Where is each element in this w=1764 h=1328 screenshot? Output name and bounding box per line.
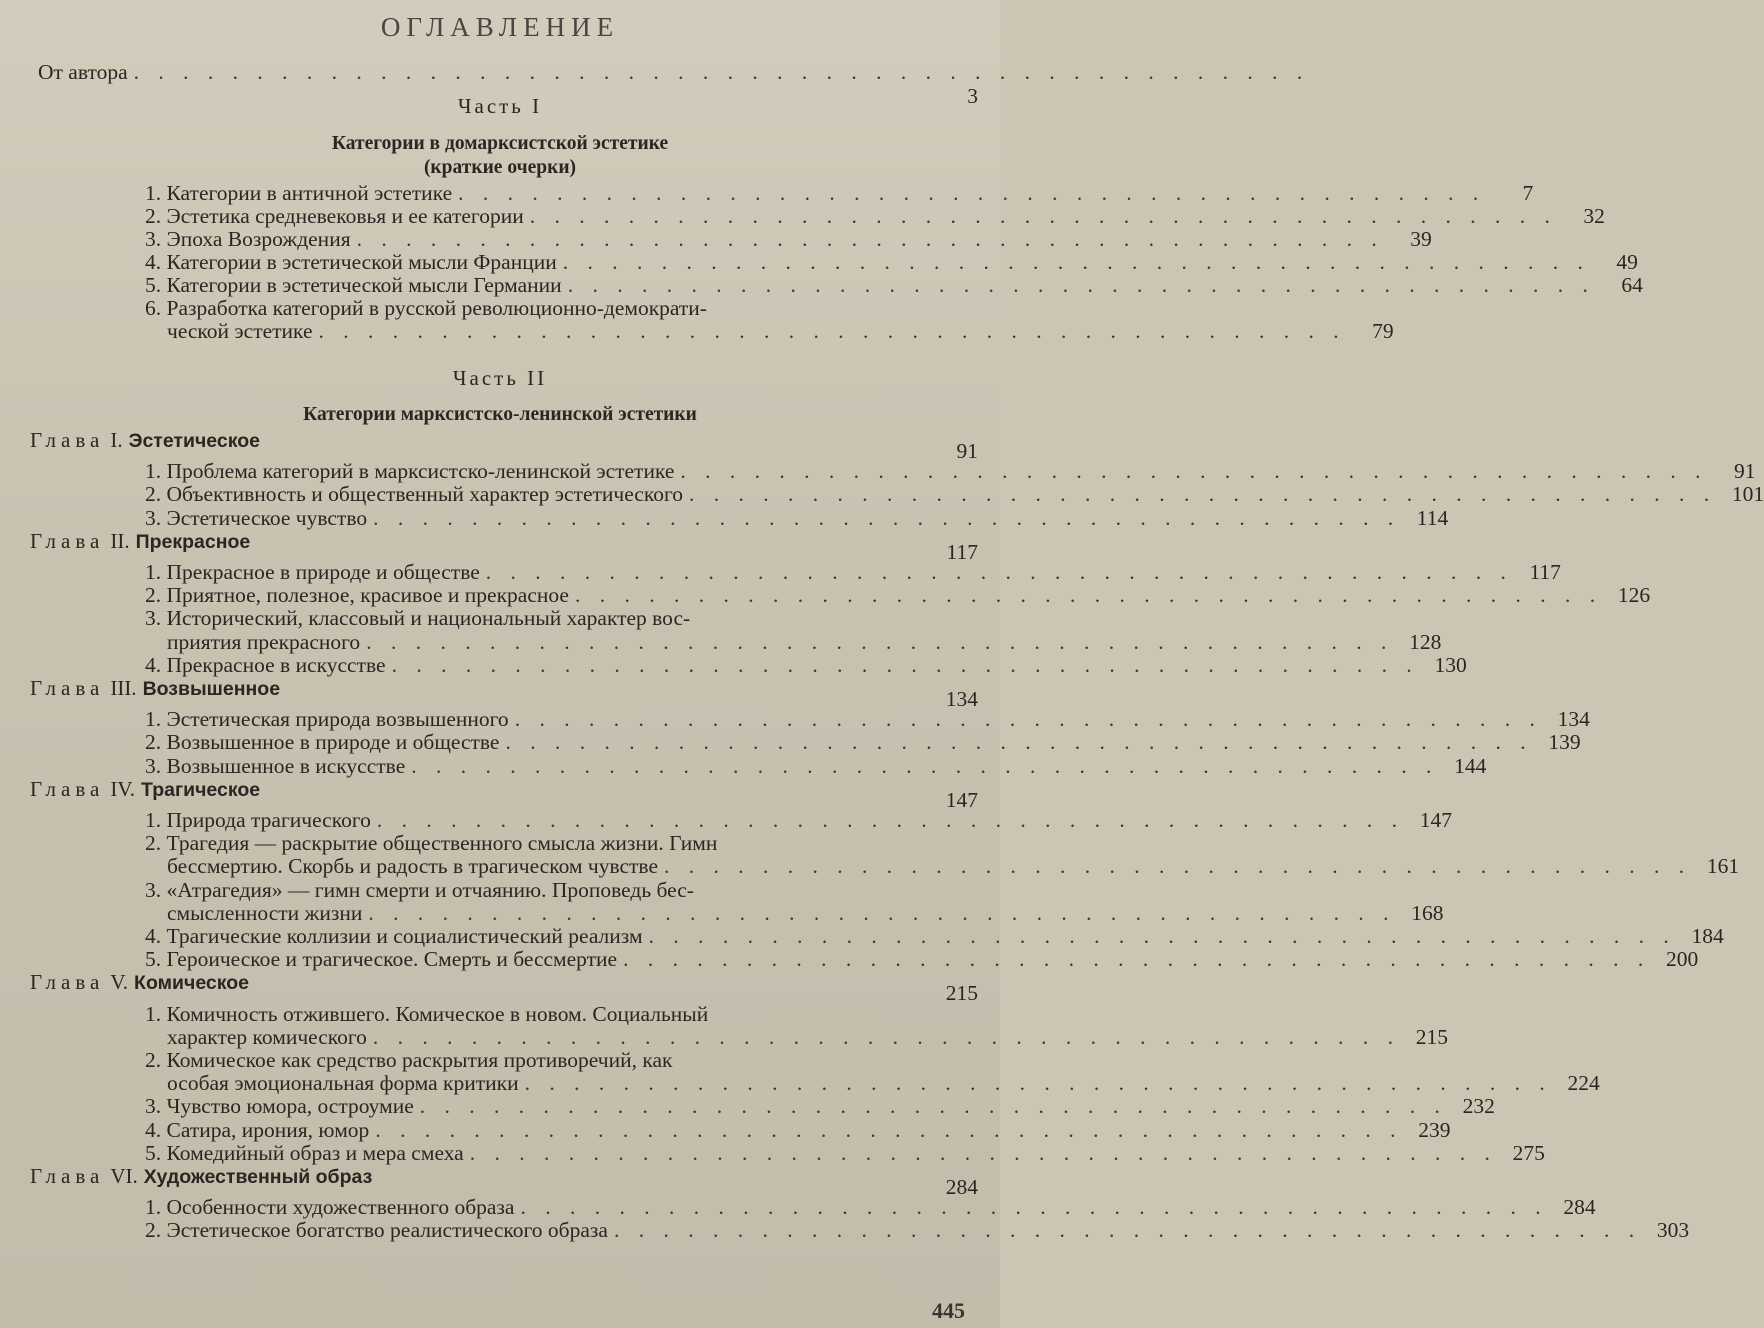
toc-entry-page: 128 xyxy=(1409,629,1442,654)
toc-entry xyxy=(145,250,1638,274)
toc-entry-page: 144 xyxy=(1454,753,1487,778)
chapter-heading xyxy=(30,428,260,453)
toc-entry xyxy=(145,1140,1545,1165)
chapter-title: Комическое xyxy=(134,972,250,995)
toc-entry xyxy=(145,583,1651,608)
dot-leader: . . . . . . . . . . . . . . . . . . . . . . . . . . . . . . . . . . . . . . . . . . xyxy=(469,1140,1497,1165)
toc-entry xyxy=(167,629,1442,654)
toc-entry-title: 2. Приятное, полезное, красивое и прекрасное xyxy=(145,583,569,608)
dot-leader: . . . . . . . . . . . . . . . . . . . . . . . . . . . . . . . . . . . . . . . . . . xyxy=(318,319,1346,343)
toc-entry xyxy=(145,273,1643,297)
part-label: Часть I xyxy=(457,94,543,118)
dot-leader: . . . . . . . . . . . . . . . . . . . . . . . . . . . . . . . . . . . . . . . . . . xyxy=(688,482,1717,507)
chapter-page: 215 xyxy=(945,981,978,1006)
dot-leader: . . . . . . . . . . . . . . . . . . . . . . . . . . . . . . . . . . . . . . . . . . xyxy=(419,1094,1447,1119)
toc-entry-title: 4. Трагические коллизии и социалистический реализм xyxy=(145,924,643,948)
toc-entry-title: 4. Сатира, ирония, юмор xyxy=(145,1117,370,1142)
toc-entry-page: 215 xyxy=(1415,1024,1449,1049)
chapter-number: I. xyxy=(110,428,123,452)
chapter-heading xyxy=(30,529,250,554)
toc-entry-title: 1. Проблема категорий в марксистско-ленинской эстетике xyxy=(145,459,675,484)
dot-leader: . . . . . . . . . . . . . . . . . . . . . . . . . . . . . . . . . . . . . . . . . . xyxy=(505,730,1533,755)
toc-entry-page: 161 xyxy=(1706,854,1740,879)
toc-entry xyxy=(145,652,1467,677)
toc-entry xyxy=(145,924,1724,948)
toc-entry-page: 3 xyxy=(967,84,978,108)
dot-leader: . . . . . . . . . . . . . . . . . . . . . . . . . . . . . . . . . . . . . . . . . . xyxy=(411,753,1439,778)
dot-leader: . . . . . . . . . . . . . . . . . . . . . . . . . . . . . . . . . . . . . . . . . . xyxy=(458,181,1486,205)
chapter-title: Художественный образ xyxy=(143,1166,373,1188)
toc-entry-page: 101 xyxy=(1731,482,1764,507)
part-label: Часть II xyxy=(452,366,548,390)
toc-entry-page: 303 xyxy=(1656,1218,1690,1243)
toc-entry xyxy=(167,854,1740,879)
dot-leader: . . . . . . . . . . . . . . . . . . . . . . . . . . . . . . . . . . . . . . . . . . xyxy=(562,250,1590,274)
toc-entry-title: 5. Категории в эстетической мысли Германии xyxy=(145,273,562,297)
dot-leader: . . . . . . . . . . . . . . . . . . . . . . . . . . . . . . . . . . . . . . . . . . xyxy=(391,652,1419,677)
dot-leader: . . . . . . . . . . . . . . . . . . . . . . . . . . . . . . . . . . . . . . . . . . xyxy=(529,204,1557,228)
chapter-heading xyxy=(30,970,249,995)
toc-entry-page: 139 xyxy=(1548,730,1581,755)
dot-leader: . . . . . . . . . . . . . . . . . . . . . . . . . . . . . . . . . . . . . . . . . . . . . . . . xyxy=(133,60,1310,84)
toc-entry-page: 117 xyxy=(1529,560,1561,584)
dot-leader: . . . . . . . . . . . . . . . . . . . . . . . . . . . . . . . . . . . . . . . . . . xyxy=(623,947,1651,972)
chapter-word: Глава xyxy=(30,676,105,700)
toc-entry-title-cont: бессмертию. Скорбь и радость в трагическом чувстве xyxy=(167,854,658,879)
toc-entry-title-cont: смысленности жизни xyxy=(167,900,363,925)
toc-heading: ОГЛАВЛЕНИЕ xyxy=(380,12,620,42)
chapter-title: Эстетическое xyxy=(128,430,260,452)
toc-entry xyxy=(145,505,1449,530)
toc-entry-line xyxy=(145,606,930,630)
toc-entry-page: 130 xyxy=(1434,652,1467,677)
chapter-number: III. xyxy=(110,676,137,700)
toc-entry-page: 184 xyxy=(1691,924,1724,948)
toc-entry xyxy=(167,1071,1600,1096)
chapter-number: V. xyxy=(110,970,129,995)
toc-entry xyxy=(145,227,1432,251)
toc-entry xyxy=(167,900,1444,925)
chapter-heading xyxy=(30,777,260,802)
toc-entry-line xyxy=(145,1048,930,1072)
toc-entry-page: 64 xyxy=(1621,273,1643,297)
toc-entry-line xyxy=(145,831,930,855)
chapter-heading xyxy=(30,676,280,701)
toc-entry-page: 134 xyxy=(1557,707,1590,732)
toc-entry-title: 1. Комичность отжившего. Комическое в новом. Социальный xyxy=(145,1001,709,1026)
toc-entry-page: 147 xyxy=(1419,808,1452,832)
toc-entry-title: 1. Эстетическая природа возвышенного xyxy=(145,707,509,732)
toc-entry-title: 4. Категории в эстетической мысли Франции xyxy=(145,250,557,274)
dot-leader: . . . . . . . . . . . . . . . . . . . . . . . . . . . . . . . . . . . . . . . . . . xyxy=(376,808,1404,832)
chapter-word: Глава xyxy=(30,1164,105,1188)
toc-entry xyxy=(145,204,1605,228)
toc-entry xyxy=(145,560,1561,584)
toc-entry xyxy=(145,1195,1596,1220)
chapter-word: Глава xyxy=(30,970,105,995)
toc-entry xyxy=(145,1094,1495,1119)
toc-entry-title: 2. Возвышенное в природе и обществе xyxy=(145,730,500,755)
chapter-title: Прекрасное xyxy=(135,530,251,553)
toc-entry xyxy=(145,482,1764,507)
part-title: Категории марксистско-ленинской эстетики xyxy=(303,404,697,425)
toc-entry-title: 6. Разработка категорий в русской революционно-демократи- xyxy=(145,296,707,320)
toc-entry xyxy=(145,181,1534,205)
chapter-number: II. xyxy=(110,528,130,553)
part-title: Категории в домарксистской эстетике xyxy=(331,133,669,154)
toc-entry-page: 7 xyxy=(1522,181,1534,205)
toc-entry-title-cont: ческой эстетике xyxy=(167,319,313,343)
toc-entry-page: 168 xyxy=(1411,900,1444,925)
toc-entry-page: 114 xyxy=(1416,505,1449,530)
toc-entry-page: 39 xyxy=(1410,227,1432,251)
toc-entry-page: 224 xyxy=(1567,1071,1600,1096)
toc-entry-page: 49 xyxy=(1616,250,1638,274)
dot-leader: . . . . . . . . . . . . . . . . . . . . . . . . . . . . . . . . . . . . . . . . . . xyxy=(514,707,1542,732)
toc-entry-title: 2. Объективность и общественный характер эстетического xyxy=(145,482,683,507)
toc-entry-title: 3. Эпоха Возрождения xyxy=(145,227,351,251)
toc-entry-page: 232 xyxy=(1462,1094,1495,1119)
dot-leader: . . . . . . . . . . . . . . . . . . . . . . . . . . . . . . . . . . . . . . . . . . xyxy=(574,583,1603,608)
toc-entry-title: 5. Героическое и трагическое. Смерть и бессмертие xyxy=(145,947,618,972)
toc-entry xyxy=(145,730,1581,755)
chapter-page: 134 xyxy=(945,687,978,711)
dot-leader: . . . . . . . . . . . . . . . . . . . . . . . . . . . . . . . . . . . . . . . . . . xyxy=(366,629,1394,654)
toc-entry xyxy=(145,1117,1451,1142)
chapter-word: Глава xyxy=(30,428,105,452)
toc-entry-title: 1. Природа трагического xyxy=(145,808,371,832)
dot-leader: . . . . . . . . . . . . . . . . . . . . . . . . . . . . . . . . . . . . . . . . . . xyxy=(368,900,1396,925)
toc-entry-title: 2. Комическое как средство раскрытия противоречий, как xyxy=(145,1048,673,1072)
chapter-title: Возвышенное xyxy=(142,678,281,700)
toc-entry-page: 91 xyxy=(1734,459,1756,484)
toc-entry-line xyxy=(145,1002,930,1026)
toc-entry xyxy=(145,459,1756,484)
dot-leader: . . . . . . . . . . . . . . . . . . . . . . . . . . . . . . . . . . . . . . . . . . xyxy=(524,1071,1552,1096)
toc-entry-title: От автора xyxy=(38,60,128,84)
toc-entry-line xyxy=(145,296,930,320)
toc-entry-title: 3. Чувство юмора, остроумие xyxy=(145,1094,414,1119)
toc-entry-line xyxy=(145,878,930,902)
dot-leader: . . . . . . . . . . . . . . . . . . . . . . . . . . . . . . . . . . . . . . . . . . xyxy=(567,273,1595,297)
dot-leader: . . . . . . . . . . . . . . . . . . . . . . . . . . . . . . . . . . . . . . . . . . xyxy=(485,560,1513,584)
toc-entry xyxy=(145,753,1487,778)
dot-leader: . . . . . . . . . . . . . . . . . . . . . . . . . . . . . . . . . . . . . . . . . . xyxy=(613,1218,1642,1243)
toc-entry xyxy=(167,319,1394,343)
toc-entry-page: 126 xyxy=(1617,583,1651,608)
toc-entry-page: 239 xyxy=(1418,1117,1451,1142)
toc-entry-page: 284 xyxy=(1563,1195,1596,1220)
toc-entry-title: 4. Прекрасное в искусстве xyxy=(145,652,386,677)
toc-entry-page: 275 xyxy=(1512,1140,1545,1165)
toc-entry xyxy=(167,1024,1449,1049)
toc-entry-page: 79 xyxy=(1372,319,1394,343)
dot-leader: . . . . . . . . . . . . . . . . . . . . . . . . . . . . . . . . . . . . . . . . . . xyxy=(375,1117,1403,1142)
toc-entry-page: 200 xyxy=(1665,947,1699,972)
toc-entry xyxy=(145,707,1590,732)
toc-entry-title-cont: особая эмоциональная форма критики xyxy=(167,1071,519,1096)
toc-entry-title: 1. Особенности художественного образа xyxy=(145,1195,515,1220)
toc-entry xyxy=(145,808,1452,832)
toc-entry-title-cont: характер комического xyxy=(167,1024,367,1049)
part-subtitle: (краткие очерки) xyxy=(423,157,577,178)
toc-entry-title: 2. Эстетическое богатство реалистического образа xyxy=(145,1218,608,1243)
toc-entry-title: 2. Эстетика средневековья и ее категории xyxy=(145,204,524,228)
toc-entry-title: 3. «Атрагедия» — гимн смерти и отчаянию. Проповедь бес- xyxy=(145,877,694,902)
chapter-title: Трагическое xyxy=(141,778,261,801)
toc-entry-title: 1. Прекрасное в природе и обществе xyxy=(145,560,480,584)
toc-entry-title: 1. Категории в античной эстетике xyxy=(145,181,453,205)
dot-leader: . . . . . . . . . . . . . . . . . . . . . . . . . . . . . . . . . . . . . . . . . . xyxy=(356,227,1384,251)
chapter-number: VI. xyxy=(110,1164,138,1188)
toc-entry-title: 5. Комедийный образ и мера смеха xyxy=(145,1140,464,1165)
chapter-page: 91 xyxy=(956,439,978,463)
toc-entry-title-cont: приятия прекрасного xyxy=(167,629,361,654)
chapter-heading xyxy=(30,1164,372,1189)
chapter-page: 147 xyxy=(945,787,978,812)
toc-entry-page: 32 xyxy=(1583,204,1605,228)
toc-entry-title: 3. Эстетическое чувство xyxy=(145,505,368,530)
dot-leader: . . . . . . . . . . . . . . . . . . . . . . . . . . . . . . . . . . . . . . . . . . xyxy=(663,854,1692,879)
chapter-page: 284 xyxy=(945,1175,978,1199)
toc-entry-title: 2. Трагедия — раскрытие общественного смысла жизни. Гимн xyxy=(145,831,718,856)
toc-entry-title: 3. Исторический, классовый и национальный характер вос- xyxy=(145,606,691,631)
chapter-word: Глава xyxy=(30,776,105,801)
toc-entry-title: 3. Возвышенное в искусстве xyxy=(145,753,406,778)
page-number: 445 xyxy=(932,1298,965,1323)
chapter-page: 117 xyxy=(946,539,978,564)
dot-leader: . . . . . . . . . . . . . . . . . . . . . . . . . . . . . . . . . . . . . . . . . . xyxy=(372,1024,1401,1049)
dot-leader: . . . . . . . . . . . . . . . . . . . . . . . . . . . . . . . . . . . . . . . . . . xyxy=(520,1195,1548,1220)
chapter-number: IV. xyxy=(110,776,136,801)
dot-leader: . . . . . . . . . . . . . . . . . . . . . . . . . . . . . . . . . . . . . . . . . . xyxy=(648,924,1676,948)
toc-entry xyxy=(145,1218,1690,1243)
dot-leader: . . . . . . . . . . . . . . . . . . . . . . . . . . . . . . . . . . . . . . . . . . xyxy=(373,505,1401,530)
chapter-word: Глава xyxy=(30,528,105,553)
toc-entry-author xyxy=(38,60,1310,84)
dot-leader: . . . . . . . . . . . . . . . . . . . . . . . . . . . . . . . . . . . . . . . . . . xyxy=(680,459,1708,484)
toc-entry xyxy=(145,947,1699,972)
